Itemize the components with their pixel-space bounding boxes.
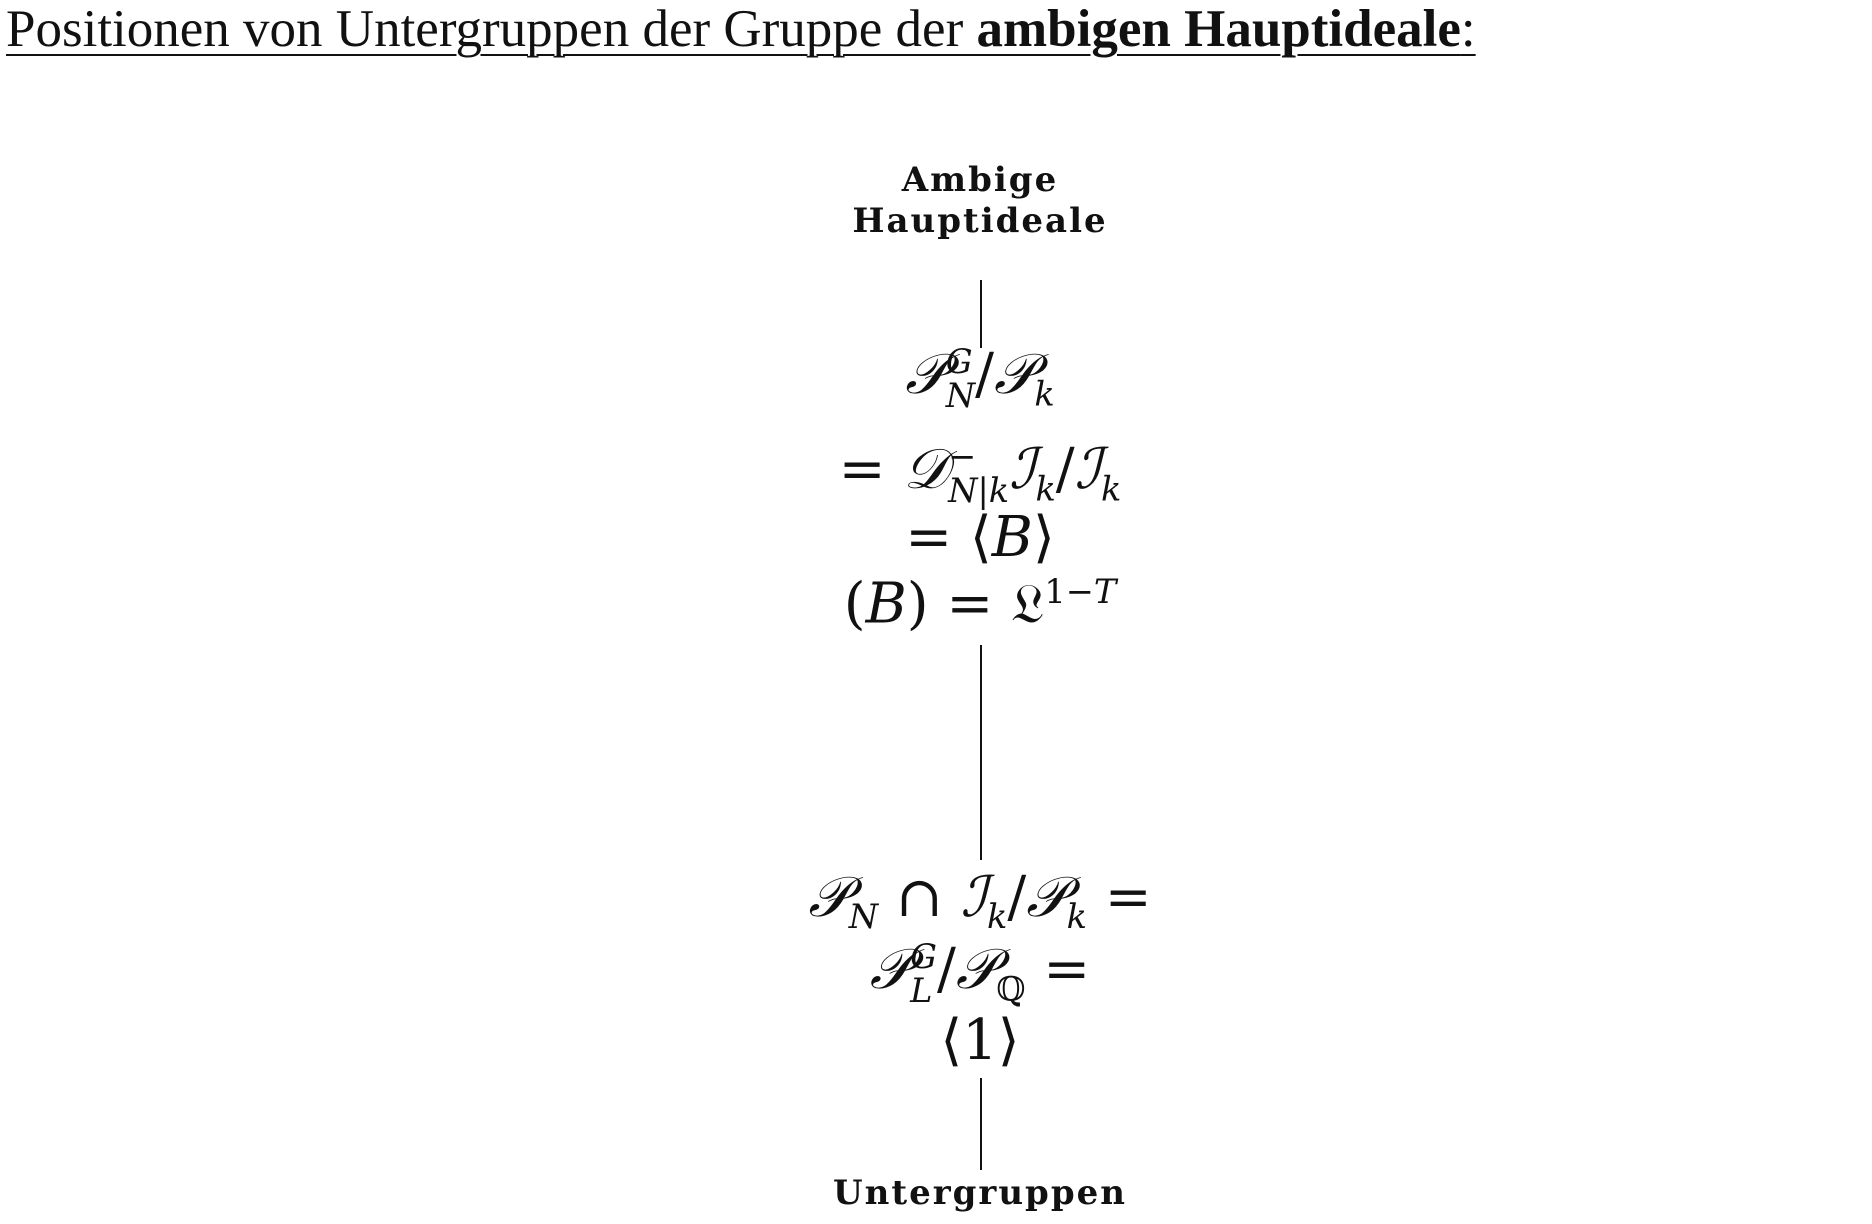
upper-equation-line-3: = ⟨B⟩ [905,505,1055,570]
upper-equation-line-4: (B) = 𝔏$^{1-T}$ [843,571,1117,637]
node-top-line-1: Ambige [901,160,1059,200]
lower-equation-line-1: 𝒫$_N$ ∩ ℐ$_k$/𝒫$_k$ = [808,865,1152,937]
edge-top-to-upper [980,280,982,348]
edge-upper-to-lower [980,645,982,860]
node-top-line-2: Hauptideale [852,200,1108,241]
edge-lower-to-bottom [980,1078,982,1170]
page-title-emphasis: ambigen Hauptideale [976,0,1461,58]
lower-equation-line-2: 𝒫 G L /𝒫$_ℚ$ = [869,937,1091,1010]
node-top-label [0,160,1872,242]
lower-equation-line-3: ⟨1⟩ [940,1008,1020,1073]
page-title [6,0,1476,58]
page-title-prefix: Positionen von Untergruppen der Gruppe der [6,0,977,58]
page-title-suffix: : [1460,0,1476,58]
upper-equation-line-2: = 𝒟 − N|k ℐ$_k$/ℐ$_k$ [838,437,1122,510]
node-bottom-label: Untergruppen [833,1173,1127,1213]
upper-equation-line-1: 𝒫 G N /𝒫$_k$ [905,342,1055,415]
